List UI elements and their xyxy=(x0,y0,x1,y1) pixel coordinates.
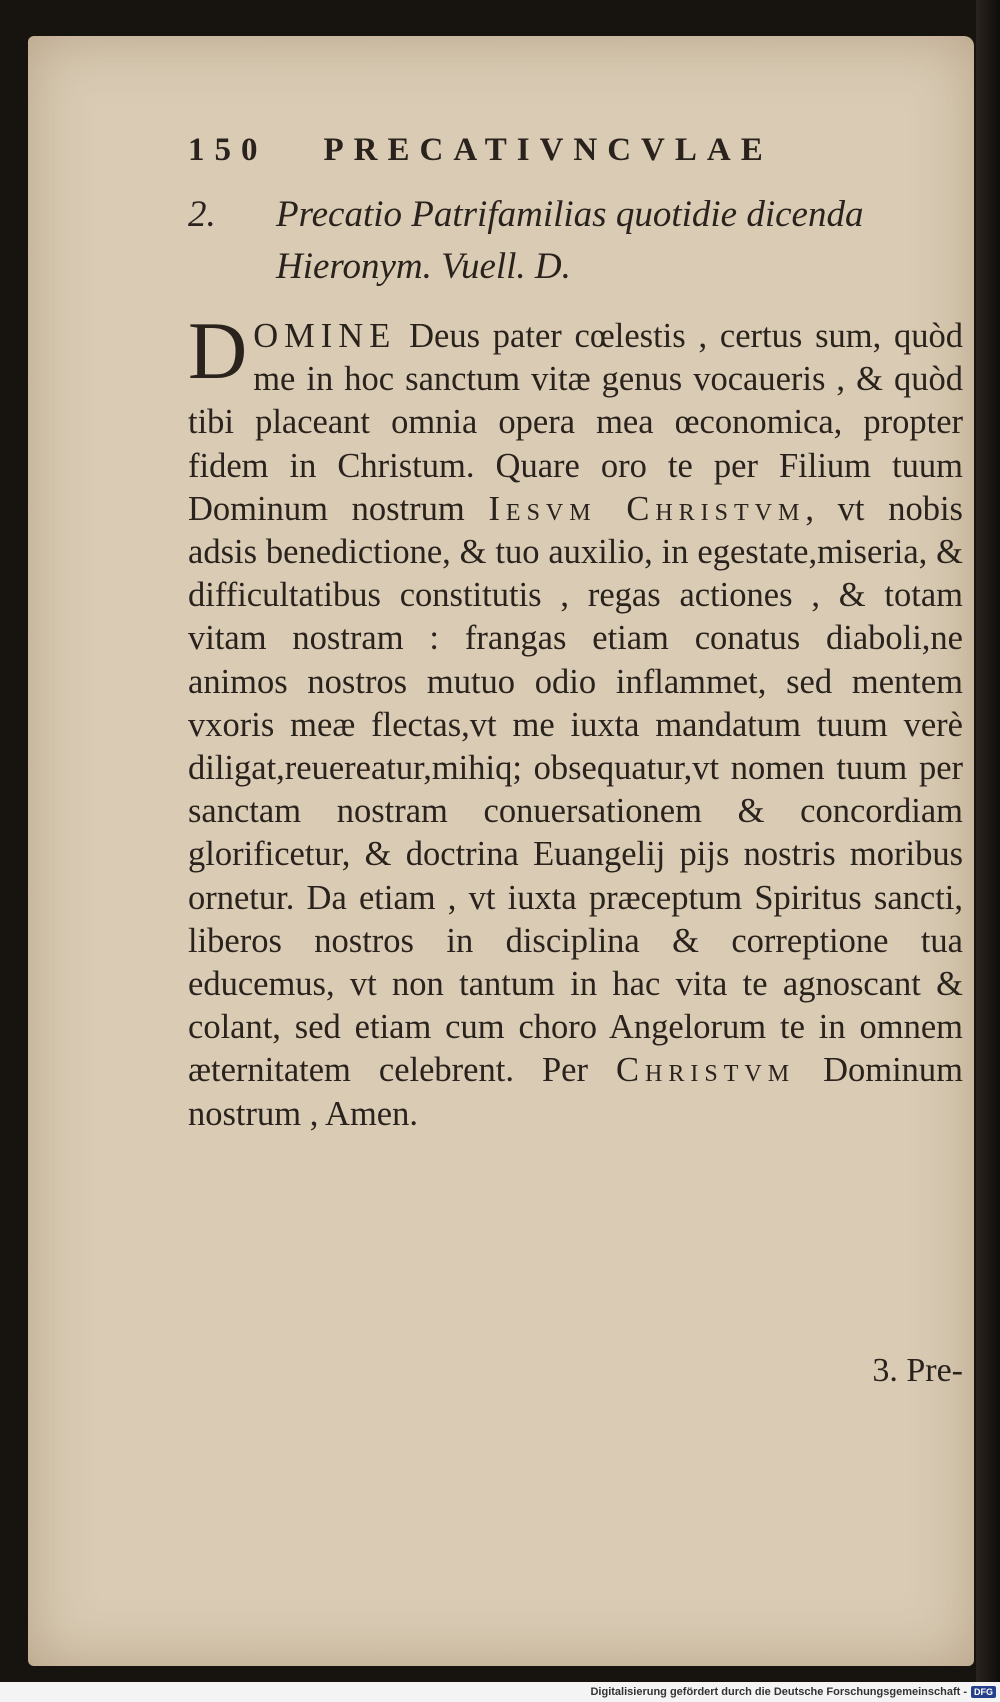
catchword: 3. Pre- xyxy=(872,1352,963,1389)
prayer-title: Precatio Patrifamilias quotidie dicenda Hieronym. Vuell. D. xyxy=(276,194,864,287)
footer-credit: Digitalisierung gefördert durch die Deutsche Forschungsgemeinschaft - xyxy=(590,1686,967,1698)
book-binding-edge xyxy=(976,0,1000,1702)
prayer-text-part-1: Deus pater cœlestis , certus sum, quòd me in hoc sanctum vitæ genus vocaueris , & quòd tibi placeant omnia opera mea œconomica, propter fidem in Christum. Quare oro te per Filium tuum Dominum nostrum xyxy=(188,317,963,528)
name-jesus-christ: Iesvm Christvm xyxy=(488,489,806,528)
prayer-number: 2. xyxy=(188,194,216,235)
page-text-block xyxy=(188,132,964,1389)
book-page xyxy=(28,36,974,1666)
prayer-text-part-3: Dominum nostrum , Amen. xyxy=(188,1051,964,1133)
prayer-body xyxy=(188,305,964,1136)
opening-small-caps: OMINE xyxy=(253,317,397,355)
drop-cap: D xyxy=(188,305,248,396)
prayer-text-part-2: , vt nobis adsis benedictione, & tuo auxilio, in egestate,miseria, & difficultatibus constitutis , regas actiones , & totam vitam nostram : frangas etiam conatus diaboli,ne animos nostros mutuo odio inflammet, sed mentem vxoris meæ flectas,vt me iuxta mandatum tuum verè diligat,reuereatur,mihiq; obsequatur,vt nomen tuum per sanctam nostram conuersationem & concordiam glorificetur, & doctrina Euangelij pijs nostris moribus ornetur. Da etiam , vt iuxta præceptum Spiritus sancti, liberos nostros in disciplina & correptione tua educemus, vt non tantum in hac vita te agnoscant & colant, sed etiam cum choro Angelorum te in omnem æternitatem celebrent. Per xyxy=(188,489,963,1090)
running-head xyxy=(188,132,963,169)
prayer-heading xyxy=(188,189,963,293)
dfg-logo-icon: DFG xyxy=(971,1686,996,1698)
running-title: PRECATIVNCVLAE xyxy=(323,132,773,168)
name-christ: Christvm xyxy=(616,1051,796,1090)
page-number: 150 xyxy=(188,132,268,168)
digitization-footer xyxy=(0,1682,1000,1702)
